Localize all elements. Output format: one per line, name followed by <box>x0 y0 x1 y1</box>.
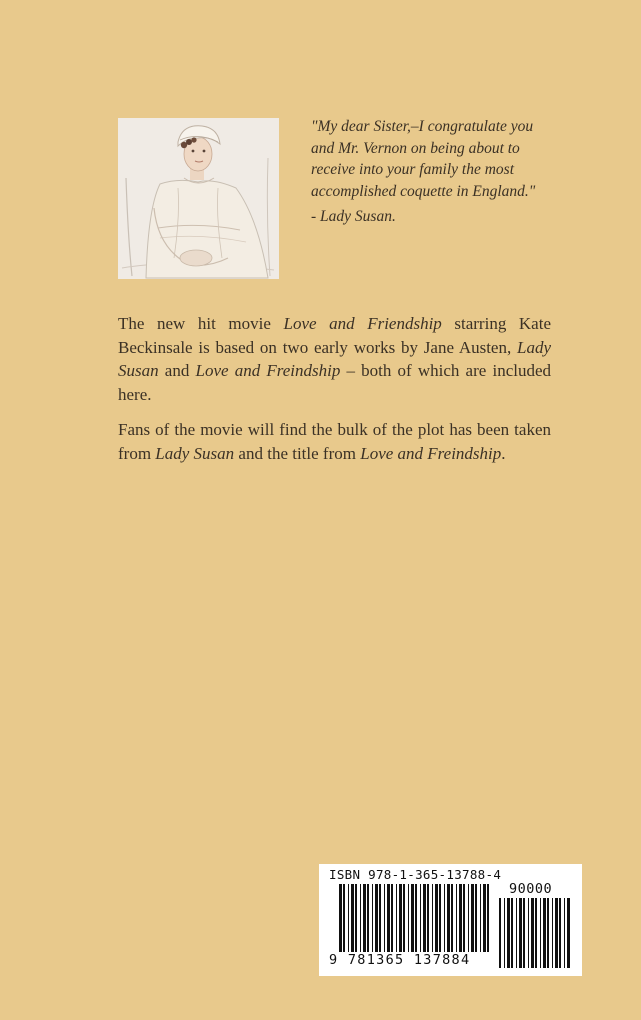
title-love-and-freindship: Love and Freindship <box>360 443 502 463</box>
text-run: starring Kate Beckinsale is based on two early works by Jane Austen, <box>118 314 551 357</box>
text-run: . <box>501 443 506 463</box>
author-portrait <box>118 118 279 279</box>
title-lady-susan: Lady Susan <box>118 337 551 380</box>
quote-line: accomplished coquette in England." <box>311 182 536 200</box>
text-run: and the title from <box>234 443 361 463</box>
quote-attribution: - Lady Susan. <box>311 208 396 225</box>
title-love-and-friendship: Love and Friendship <box>283 314 442 333</box>
description-paragraph-2 <box>118 418 551 465</box>
title-lady-susan: Lady Susan <box>155 443 235 463</box>
addon-code: 90000 <box>509 881 553 897</box>
quote-line: receive into your family the most <box>311 161 515 178</box>
quote-line: and Mr. Vernon on being about to <box>311 139 520 157</box>
text-run: – both of which are included here. <box>118 361 552 404</box>
text-run: Fans of the movie will find the bulk of the plot has been taken from <box>118 420 551 463</box>
description-paragraph-1 <box>118 312 551 406</box>
title-love-and-freindship: Love and Freindship <box>195 361 341 380</box>
text-run: The new hit movie <box>118 314 284 333</box>
pull-quote <box>311 116 581 202</box>
quote-line: "My dear Sister,–I congratulate you <box>311 118 534 135</box>
barcode-digits: 9 781365 137884 <box>329 952 471 968</box>
isbn-label: ISBN 978-1-365-13788-4 <box>329 867 502 882</box>
text-run: and <box>158 361 196 380</box>
isbn-barcode <box>319 864 582 976</box>
